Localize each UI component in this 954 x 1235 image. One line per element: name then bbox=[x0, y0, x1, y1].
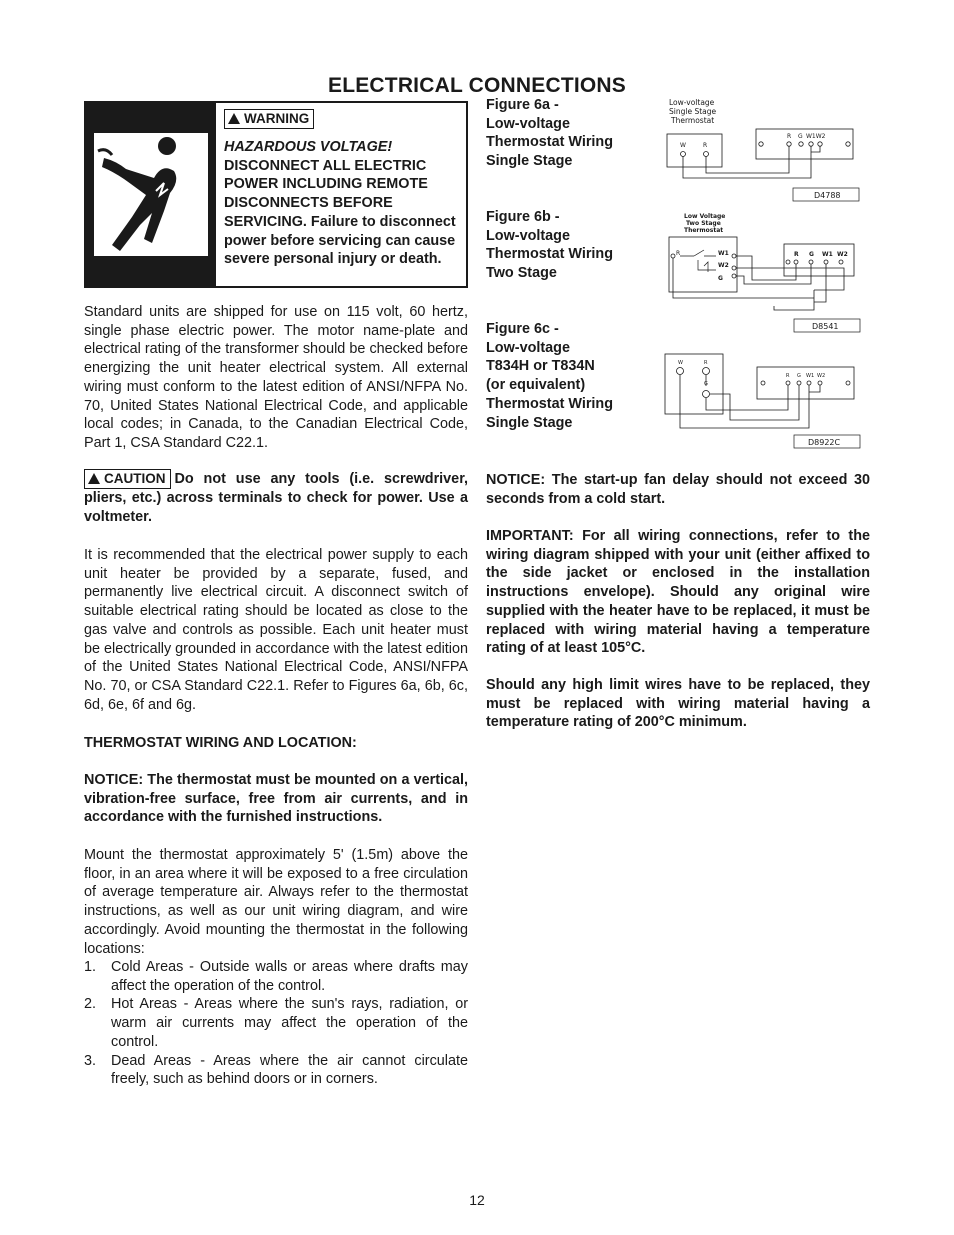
terminal-label: G bbox=[718, 275, 723, 282]
warning-badge bbox=[224, 109, 314, 129]
terminal-label: R bbox=[787, 133, 792, 140]
thermostat-notice: NOTICE: The thermostat must be mounted on a vertical, vibration-free surface, free from air currents, and in accordance with the furnished instructions. bbox=[84, 772, 468, 826]
caution-badge bbox=[84, 469, 171, 489]
page-title: ELECTRICAL CONNECTIONS bbox=[327, 74, 627, 97]
terminal-label: W2 bbox=[837, 251, 848, 258]
figure-label-line: Figure 6a - bbox=[486, 97, 559, 113]
unit-terminal-box bbox=[756, 129, 853, 159]
figure-label-line: Single Stage bbox=[486, 414, 573, 431]
figure-code: D8541 bbox=[812, 322, 839, 331]
high-limit-note: Should any high limit wires have to be replaced, they must be replaced with wiring material having a temperature rating of 200°C minimum. bbox=[486, 677, 870, 731]
figure-6a-label bbox=[486, 96, 646, 171]
mounting-paragraph: Mount the thermostat approximately 5' (1.5m) above the floor, in an area where it will be exposed to a free circulation of average temperature air. Always refer to the thermostat instructions, as well as our unit wiring diagram, and wire accordingly. Avoid mounting the thermostat in the following locations: bbox=[84, 847, 468, 957]
figure-label-line: Single Stage bbox=[486, 153, 573, 170]
terminal-label: R bbox=[703, 142, 708, 149]
list-item bbox=[84, 958, 468, 995]
warning-box bbox=[84, 101, 468, 288]
fan-delay-notice: NOTICE: The start-up fan delay should not exceed 30 seconds from a cold start. bbox=[486, 472, 870, 507]
figure-label-line: T834H or T834N bbox=[486, 358, 595, 375]
terminal-label: R bbox=[786, 373, 790, 379]
figure-label-line: Low-voltage bbox=[486, 227, 570, 244]
thermostat-box bbox=[667, 134, 722, 167]
diagram-title-line: Single Stage bbox=[669, 107, 717, 116]
warning-badge-label: WARNING bbox=[244, 111, 310, 126]
diagram-title-line: Low Voltage bbox=[684, 213, 726, 220]
figure-code: D8922C bbox=[808, 438, 841, 447]
figure-label-line: Two Stage bbox=[486, 265, 557, 282]
caution-badge-label: CAUTION bbox=[104, 471, 166, 486]
terminal-label: W2 bbox=[817, 373, 826, 379]
warning-triangle-icon bbox=[228, 113, 240, 124]
figure-label-line: Low-voltage bbox=[486, 115, 570, 132]
terminal-label: R bbox=[794, 251, 799, 258]
terminal-label: W1 bbox=[806, 373, 815, 379]
list-item-text: Dead Areas - Areas where the air cannot circulate freely, such as behind doors or in corners. bbox=[111, 1052, 468, 1088]
figure-6a-diagram bbox=[664, 96, 864, 206]
diagram-title-line: Two Stage bbox=[686, 220, 721, 227]
list-item-number: 1. bbox=[84, 959, 97, 975]
unit-terminal-box bbox=[784, 244, 854, 276]
list-item-number: 3. bbox=[84, 1052, 97, 1069]
terminal-label: W bbox=[680, 142, 686, 149]
terminal-label: W bbox=[678, 360, 683, 366]
figure-code: D4788 bbox=[814, 191, 841, 200]
electric-shock-icon bbox=[86, 103, 216, 286]
wiring-important-note: IMPORTANT: For all wiring connections, refer to the wiring diagram shipped with your unit (either affixed to the side jacket or enclosed in the installation instructions envelope). Should any original wire supplied with the heater have to be replaced, it must be replaced with wiring material having a temperature rating of at least 105°C. bbox=[486, 528, 870, 657]
warning-text-block bbox=[224, 109, 464, 269]
terminal-label: G bbox=[798, 133, 803, 140]
power-supply-paragraph: Standard units are shipped for use on 115 volt, 60 hertz, single phase electric power. The motor name-plate and electrical rating of the transformer should be checked before energizing the unit heater electrical system. All external wiring must conform to the latest edition of ANSI/NFPA No. 70, United States National Electrical Code, and applicable local codes; in Canada, to the Canadian Electrical Code, Part 1, CSA Standard C22.1. bbox=[84, 304, 468, 451]
terminal-label: G bbox=[704, 381, 708, 387]
circuit-paragraph: It is recommended that the electrical power supply to each unit heater be provided by a separate, fused, and permanently live electrical circuit. A disconnect switch of suitable electrical rating should be located as close to the gas valve and controls as possible. Each unit heater must be electrically grounded in accordance with the latest edition of the United States National Electrical Code, ANSI/NFPA No. 70, or CSA Standard C22.1. Refer to Figures 6a, 6b, 6c, 6d, 6e, 6f and 6g. bbox=[84, 547, 468, 713]
list-item bbox=[84, 1052, 468, 1089]
terminal-label: G bbox=[809, 251, 814, 258]
thermostat-box bbox=[665, 354, 723, 414]
diagram-title-line: Low-voltage bbox=[669, 98, 715, 107]
figure-label-line: Figure 6b - bbox=[486, 209, 560, 225]
list-item-text: Hot Areas - Areas where the sun's rays, radiation, or warm air currents may affect the operation of the control. bbox=[111, 996, 468, 1050]
thermostat-heading: THERMOSTAT WIRING AND LOCATION: bbox=[84, 735, 357, 751]
terminal-label: W2 bbox=[718, 262, 729, 269]
caution-triangle-icon bbox=[88, 473, 100, 484]
page-number: 12 bbox=[469, 1192, 485, 1208]
diagram-title-line: Thermostat bbox=[671, 116, 715, 125]
unit-terminal-box bbox=[757, 367, 854, 399]
warning-message: DISCONNECT ALL ELECTRIC POWER INCLUDING REMOTE DISCONNECTS BEFORE SERVICING. Failure to disconnect power before servicing can cause severe personal injury or death. bbox=[224, 157, 456, 268]
warning-heading: HAZARDOUS VOLTAGE! bbox=[224, 139, 393, 155]
caution-text: Do not use any tools (i.e. screwdriver, pliers, etc.) across terminals to check for power. Use a voltmeter. bbox=[84, 471, 468, 525]
caution-block bbox=[84, 469, 468, 526]
figure-6b-diagram bbox=[664, 210, 864, 336]
list-item bbox=[84, 995, 468, 1051]
diagram-title-line: Thermostat bbox=[684, 227, 724, 234]
figure-6c-label bbox=[486, 320, 646, 432]
figure-label-line: (or equivalent) bbox=[486, 377, 586, 394]
list-item-text: Cold Areas - Outside walls or areas where drafts may affect the operation of the control. bbox=[111, 959, 468, 994]
terminal-label: W1 bbox=[718, 250, 729, 257]
terminal-label: G bbox=[797, 373, 801, 379]
avoid-locations-list bbox=[84, 958, 468, 1089]
terminal-label: W1W2 bbox=[806, 133, 826, 140]
figure-label-line: Thermostat Wiring bbox=[486, 395, 613, 412]
figure-label-line: Figure 6c - bbox=[486, 321, 559, 337]
figure-6b-label bbox=[486, 208, 646, 283]
terminal-label: W1 bbox=[822, 251, 833, 258]
list-item-number: 2. bbox=[84, 996, 97, 1013]
terminal-label: R bbox=[676, 250, 681, 257]
figure-label-line: Thermostat Wiring bbox=[486, 246, 613, 263]
figure-6c-diagram bbox=[660, 350, 864, 454]
terminal-label: R bbox=[704, 360, 708, 366]
figure-label-line: Low-voltage bbox=[486, 339, 570, 356]
figure-label-line: Thermostat Wiring bbox=[486, 134, 613, 151]
